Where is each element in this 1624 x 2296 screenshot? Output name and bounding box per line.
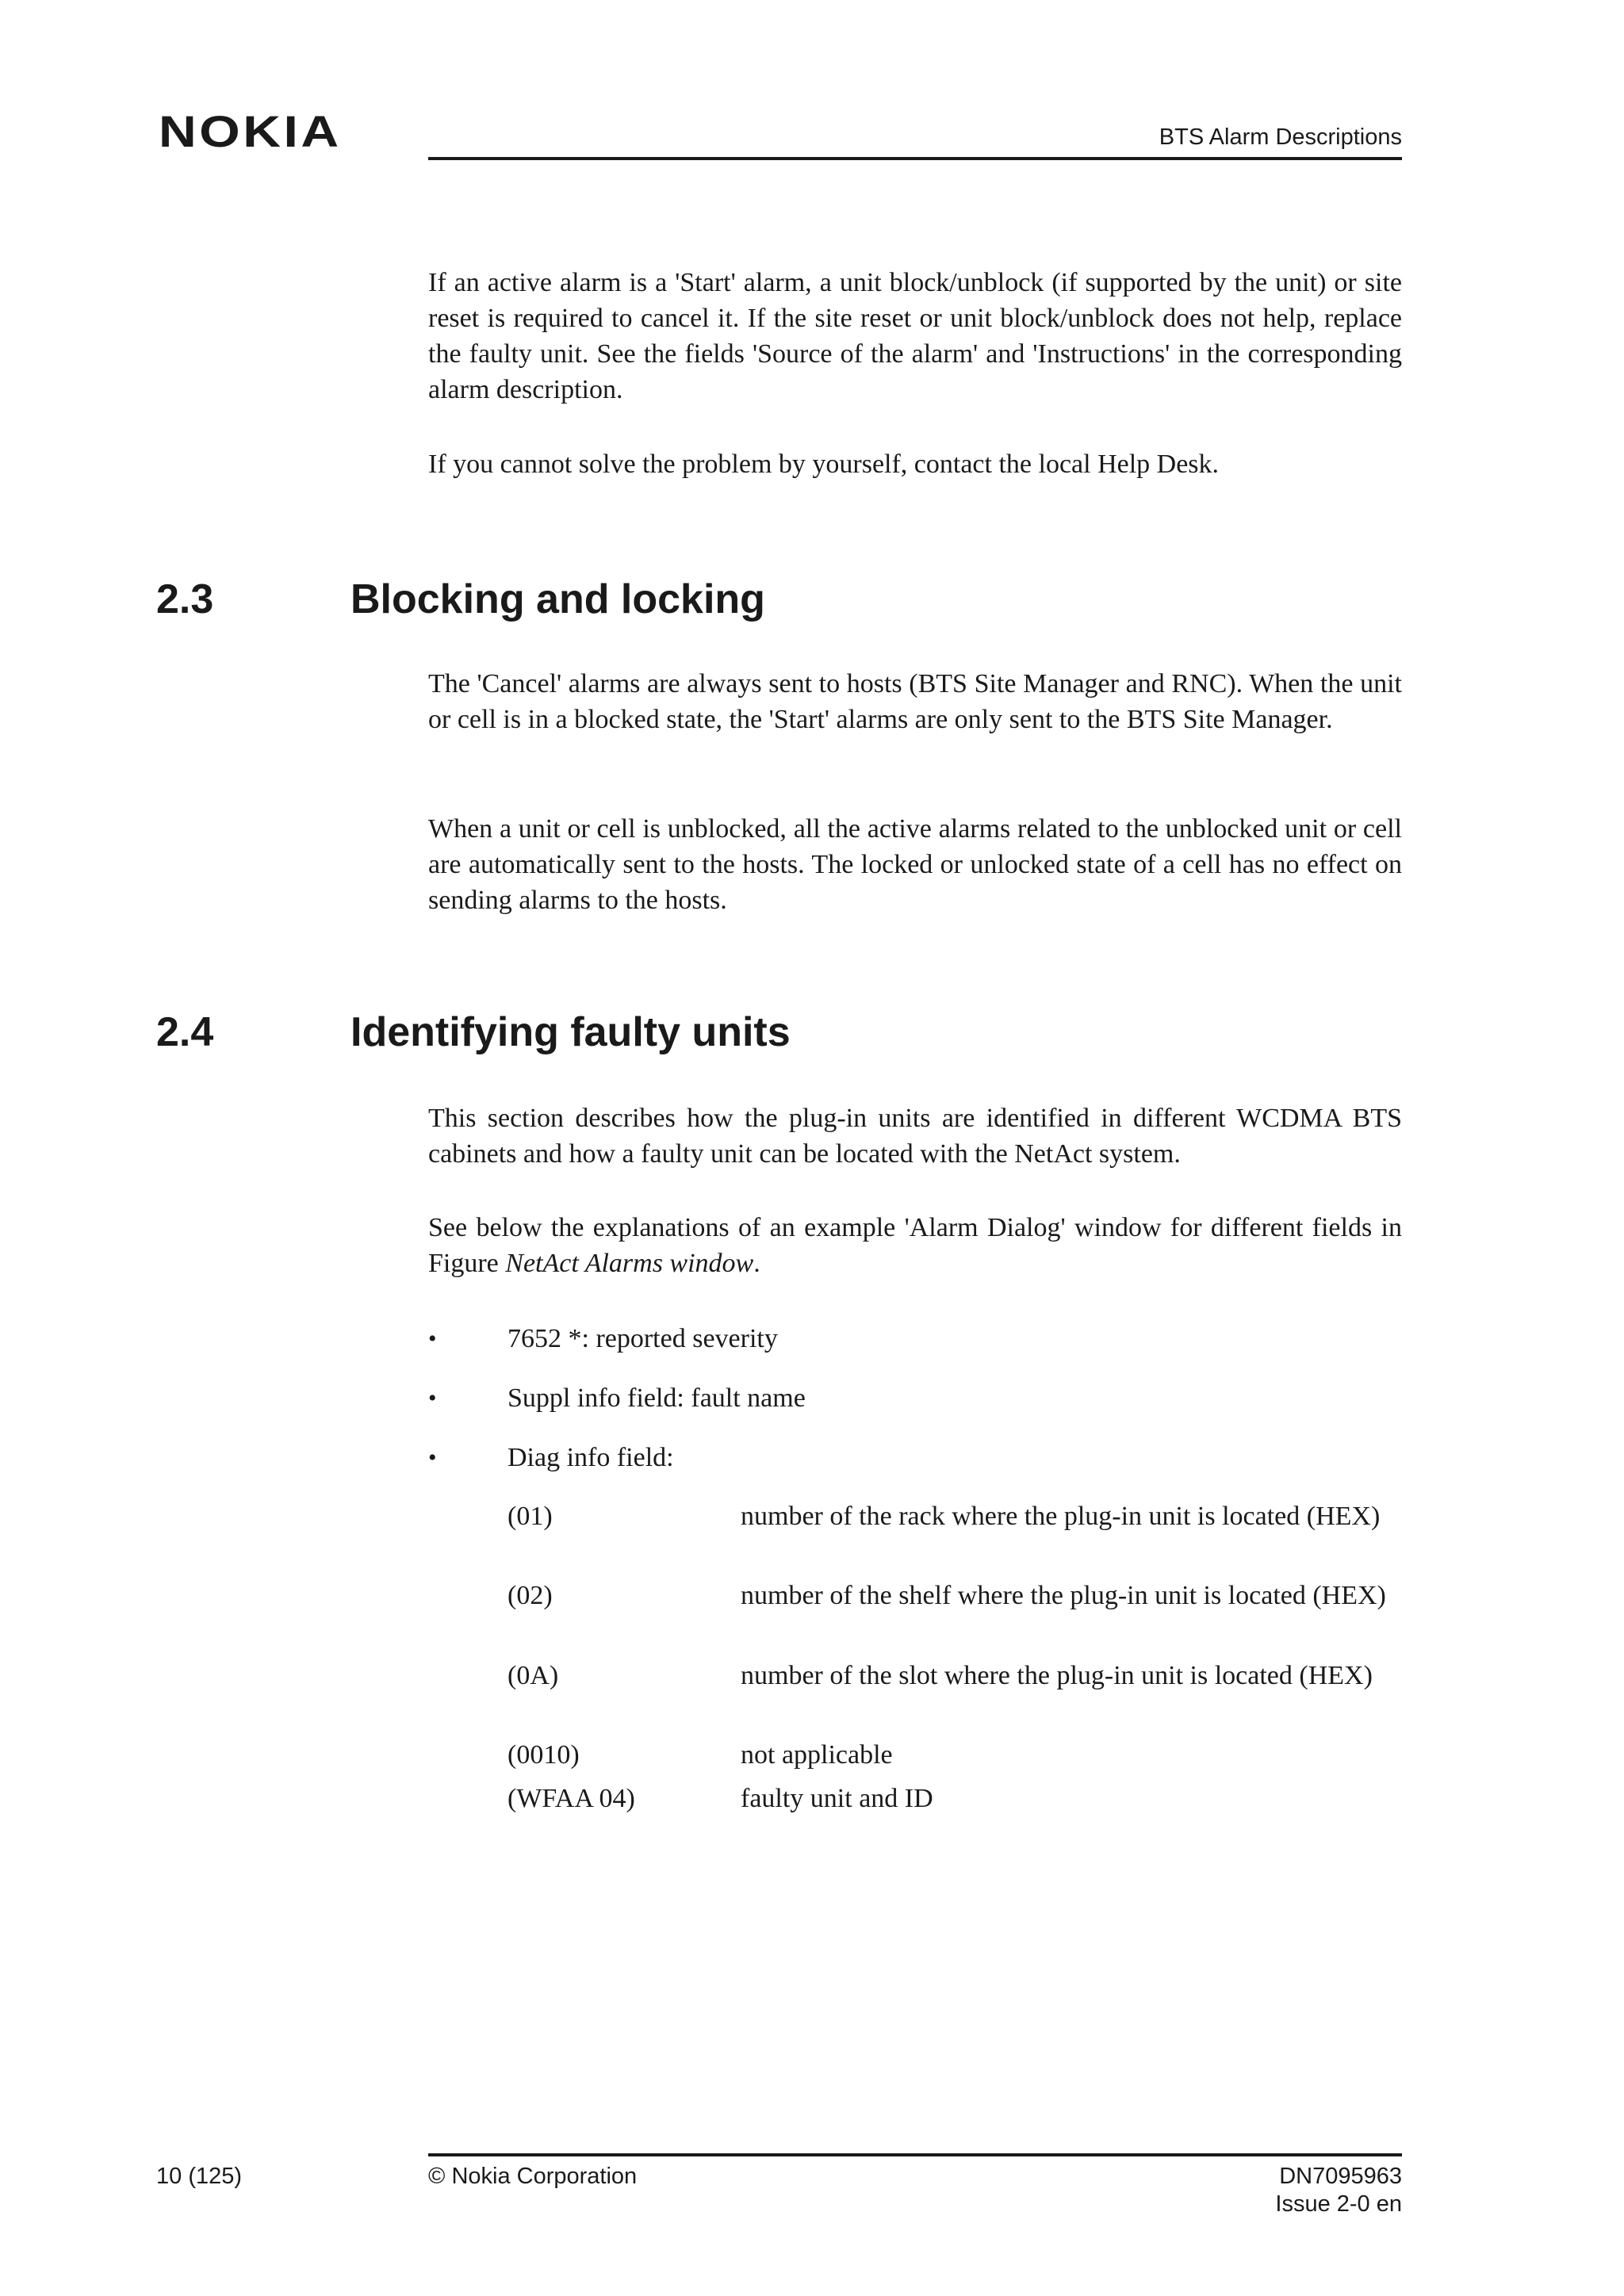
bullet-item-severity: 7652 *: reported severity — [508, 1324, 778, 1353]
diag-desc-shelf: number of the shelf where the plug-in unit is located (HEX) — [741, 1581, 1386, 1610]
bullet-icon: • — [428, 1326, 437, 1352]
bullet-icon: • — [428, 1445, 437, 1471]
diag-desc-faulty-unit: faulty unit and ID — [741, 1784, 933, 1813]
section-2-4-number: 2.4 — [156, 1009, 214, 1055]
diag-code-not-applicable: (0010) — [508, 1740, 580, 1770]
header-title: BTS Alarm Descriptions — [1159, 124, 1402, 150]
figure-reference-link[interactable]: NetAct Alarms window — [505, 1249, 754, 1278]
diag-code-rack: (01) — [508, 1502, 553, 1531]
bullet-icon: • — [428, 1385, 437, 1411]
diag-code-faulty-unit: (WFAA 04) — [508, 1784, 635, 1813]
diag-code-slot: (0A) — [508, 1661, 559, 1690]
section-2-3-title: Blocking and locking — [350, 576, 765, 622]
header-rule — [428, 157, 1402, 160]
diag-desc-rack: number of the rack where the plug-in unit is located (HEX) — [741, 1502, 1381, 1531]
footer-rule — [428, 2153, 1402, 2156]
diag-desc-slot: number of the slot where the plug-in unit is located (HEX) — [741, 1661, 1373, 1690]
bullet-item-diag-info: Diag info field: — [508, 1443, 674, 1472]
section-2-3-paragraph-1: The 'Cancel' alarms are always sent to hosts (BTS Site Manager and RNC). When the unit or cell is in a blocked state, the 'Start' alarms are only sent to the BTS Site Manager. — [428, 669, 1402, 734]
intro-paragraph-1: If an active alarm is a 'Start' alarm, a unit block/unblock (if supported by the unit) or site reset is required to cancel it. If the site reset or unit block/unblock does not help, replace the faulty unit. See the fields 'Source of the alarm' and 'Instructions' in the corresponding alarm description. — [428, 268, 1402, 404]
copyright-icon: © — [428, 2164, 446, 2189]
diag-code-shelf: (02) — [508, 1581, 553, 1610]
page-number: 10 (125) — [156, 2164, 243, 2189]
paragraph-2-text: See below the explanations of an example 'Alarm Dialog' window for different fields in Figure — [428, 1213, 1402, 1278]
section-2-4-paragraph-2 — [428, 1210, 1402, 1281]
bullet-item-suppl-info: Suppl info field: fault name — [508, 1383, 806, 1413]
section-2-4-paragraph-1: This section describes how the plug-in units are identified in different WCDMA BTS cabinets and how a faulty unit can be located with the NetAct system. — [428, 1104, 1402, 1169]
intro-paragraph-2: If you cannot solve the problem by yourself, contact the local Help Desk. — [428, 450, 1220, 479]
document-id: DN7095963 — [1279, 2164, 1402, 2189]
issue-number: Issue 2-0 en — [1275, 2191, 1402, 2217]
section-2-3-paragraph-2: When a unit or cell is unblocked, all the active alarms related to the unblocked unit or cell are automatically sent to the hosts. The locked or unlocked state of a cell has no effect on sending alarms to the hosts. — [428, 814, 1402, 915]
diag-desc-not-applicable: not applicable — [741, 1740, 893, 1770]
section-2-3-number: 2.3 — [156, 576, 214, 622]
copyright-holder: Nokia Corporation — [451, 2164, 638, 2189]
nokia-logo: NOKIA — [159, 106, 342, 156]
paragraph-2-end: . — [753, 1249, 760, 1278]
copyright — [428, 2163, 637, 2190]
section-2-4-title: Identifying faulty units — [350, 1009, 791, 1055]
